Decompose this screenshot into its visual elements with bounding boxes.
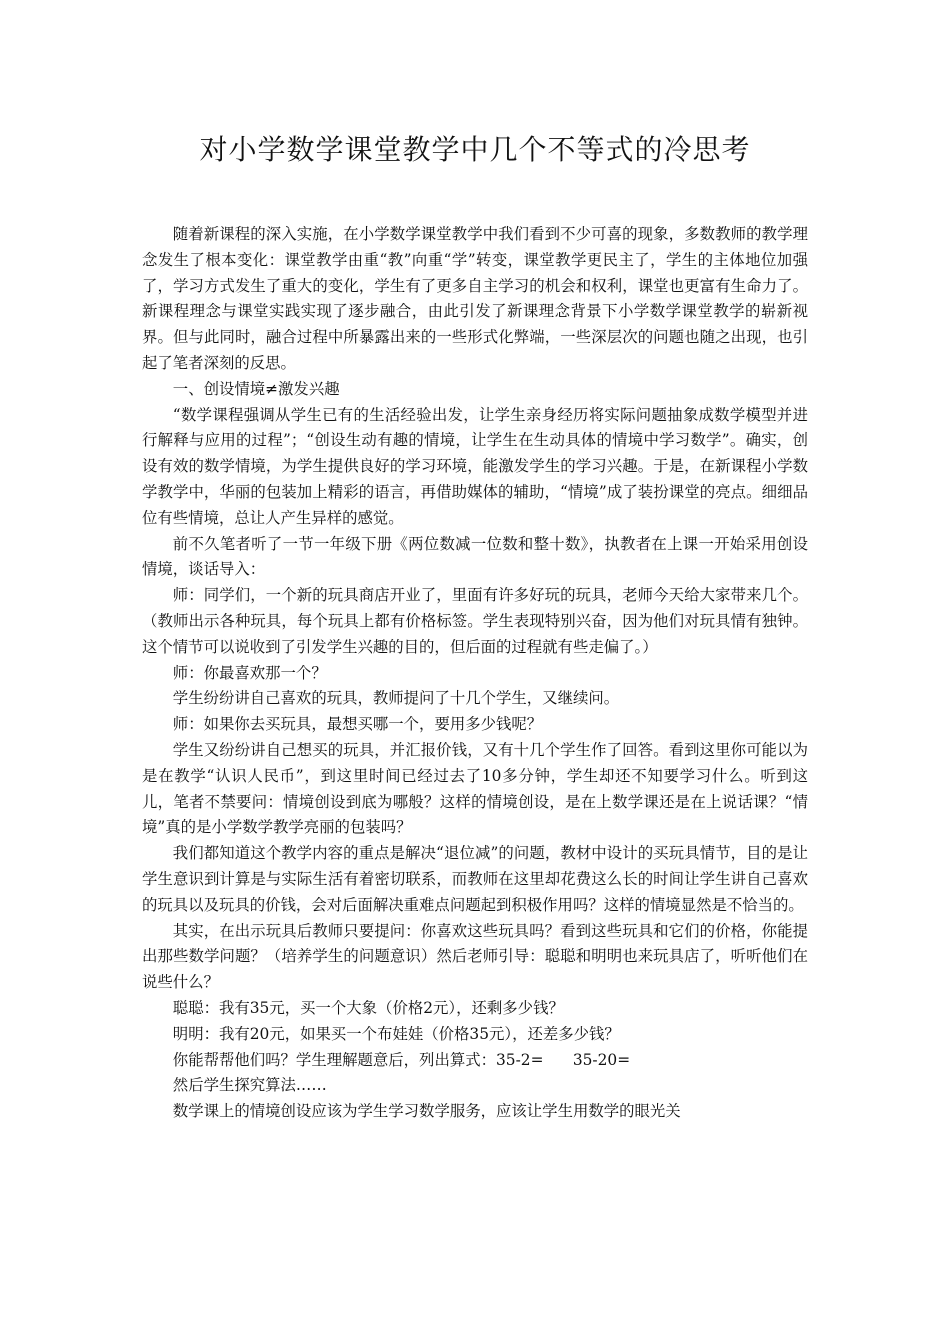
paragraph-students-2: 学生又纷纷讲自己想买的玩具，并汇报价钱，又有十几个学生作了回答。看到这里你可能以为是在教学“认识人民币”，到这里时间已经过去了10多分钟，学生却还不知要学习什么。听到这儿，笔者不禁要问：情境创设到底为哪般？这样的情境创设，是在上数学课还是在上说话课？“情境”真的是小学数学教学亮丽的包装吗？ — [142, 740, 808, 837]
document-title: 对小学数学课堂教学中几个不等式的冷思考 — [199, 133, 751, 166]
paragraph-students-1: 学生纷纷讲自己喜欢的玩具，教师提问了十几个学生，又继续问。 — [172, 689, 620, 708]
dialogue-congcong: 聪聪：我有35元，买一个大象（价格2元），还剩多少钱？ — [172, 998, 564, 1017]
paragraph-suggestion: 其实，在出示玩具后教师只要提问：你喜欢这些玩具吗？看到这些玩具和它们的价格，你能提出那些数学问题？（培养学生的问题意识）然后老师引导：聪聪和明明也来玩具店了，听听他们在说些什么？ — [142, 921, 808, 992]
paragraph-equations: 你能帮帮他们吗？学生理解题意后，列出算式：35-2= 35-20= — [172, 1050, 631, 1069]
paragraph-explore: 然后学生探究算法…… — [172, 1076, 327, 1095]
section-heading-1: 一、创设情境≠激发兴趣 — [172, 379, 340, 398]
dialogue-teacher-1: 师：同学们，一个新的玩具商店开业了，里面有许多好玩的玩具，老师今天给大家带来几个。（教师出示各种玩具，每个玩具上都有价格标签。学生表现特别兴奋，因为他们对玩具情有独钟。这个情节可以说收到了引发学生兴趣的目的，但后面的过程就有些走偏了。） — [142, 586, 808, 656]
dialogue-mingming: 明明：我有20元，如果买一个布娃娃（价格35元），还差多少钱？ — [172, 1024, 620, 1043]
paragraph-analysis: 我们都知道这个教学内容的重点是解决“退位减”的问题，教材中设计的买玩具情节，目的是让学生意识到计算是与实际生活有着密切联系，而教师在这里却花费这么长的时间让学生讲自己喜欢的玩具以及玩具的价钱，会对后面解决重难点问题起到积极作用吗？这样的情境显然是不恰当的。 — [142, 844, 808, 914]
dialogue-teacher-2: 师：你最喜欢那一个？ — [172, 663, 327, 682]
document-body — [142, 222, 808, 1125]
dialogue-teacher-3: 师：如果你去买玩具，最想买哪一个，要用多少钱呢？ — [172, 715, 543, 734]
paragraph-quote: “数学课程强调从学生已有的生活经验出发，让学生亲身经历将实际问题抽象成数学模型并进行解释与应用的过程”；“创设生动有趣的情境，让学生在生动具体的情境中学习数学”。确实，创设有效的数学情境，为学生提供良好的学习环境，能激发学生的学习兴趣。于是，在新课程小学数学教学中，华丽的包装加上精彩的语言，再借助媒体的辅助，“情境”成了装扮课堂的亮点。细细品位有些情境，总让人产生异样的感觉。 — [142, 405, 808, 527]
paragraph-lesson-intro: 前不久笔者听了一节一年级下册《两位数减一位数和整十数》，执教者在上课一开始采用创设情境，谈话导入： — [142, 534, 808, 579]
paragraph-intro: 随着新课程的深入实施，在小学数学课堂教学中我们看到不少可喜的现象，多数教师的教学理念发生了根本变化：课堂教学由重“教”向重“学”转变，课堂教学更民主了，学生的主体地位加强了，学习方式发生了重大的变化，学生有了更多自主学习的机会和权利，课堂也更富有生命力了。新课程理念与课堂实践实现了逐步融合，由此引发了新课理念背景下小学数学课堂教学的崭新视界。但与此同时，融合过程中所暴露出来的一些形式化弊端，一些深层次的问题也随之出现，也引起了笔者深刻的反思。 — [142, 225, 808, 372]
paragraph-conclusion: 数学课上的情境创设应该为学生学习数学服务，应该让学生用数学的眼光关 — [172, 1102, 681, 1121]
